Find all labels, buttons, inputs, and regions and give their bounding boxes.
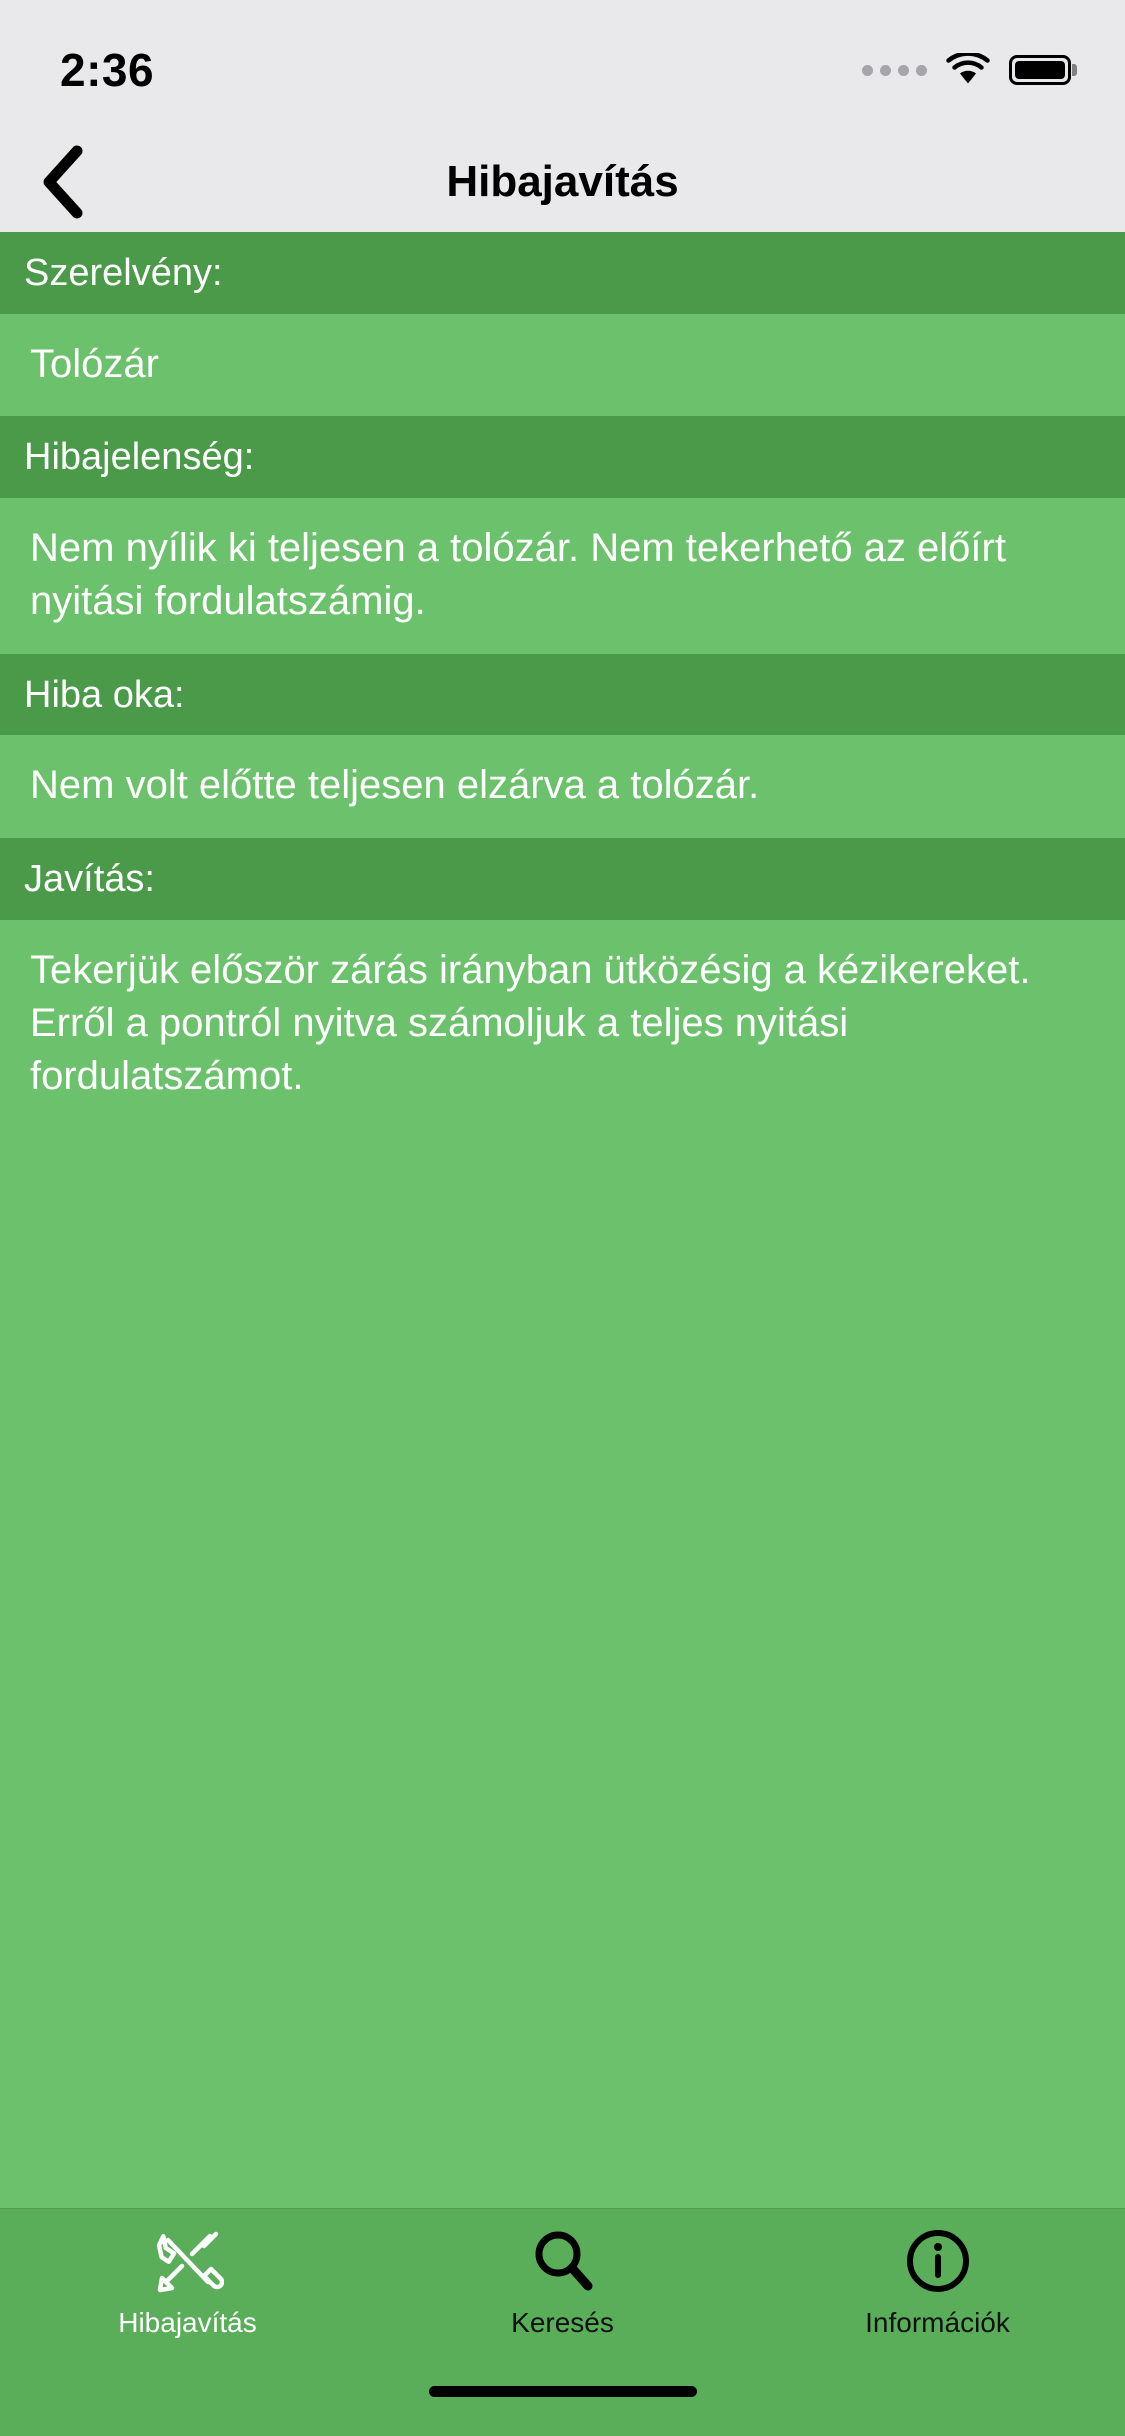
chevron-left-icon — [39, 143, 87, 221]
detail-content — [0, 232, 1125, 2208]
section-header-szerelveny: Szerelvény: — [0, 232, 1125, 314]
section-body-javitas: Tekerjük először zárás irányban ütközésig a kézikereket. Erről a pontról nyitva számoljuk a teljes nyitási fordulatszámot. — [0, 920, 1125, 1128]
section-header-javitas: Javítás: — [0, 838, 1125, 920]
tab-label-kereses: Keresés — [511, 2307, 614, 2338]
status-time: 2:36 — [60, 44, 155, 96]
back-button[interactable] — [18, 137, 108, 227]
tab-informaciok[interactable] — [750, 2227, 1125, 2339]
info-circle-icon — [902, 2227, 974, 2295]
section-body-hiba-oka: Nem volt előtte teljesen elzárva a tolózár. — [0, 735, 1125, 838]
status-indicators — [862, 45, 1071, 87]
battery-full-icon — [1009, 55, 1071, 85]
search-icon — [527, 2227, 599, 2295]
home-indicator-area — [0, 2380, 1125, 2436]
tab-label-hibajavitas: Hibajavítás — [118, 2307, 257, 2338]
section-body-szerelveny: Tolózár — [0, 314, 1125, 417]
wifi-icon — [945, 53, 991, 87]
tools-icon — [152, 2227, 224, 2295]
home-indicator[interactable] — [429, 2386, 697, 2397]
signal-dots-icon — [862, 65, 927, 76]
section-header-hiba-oka: Hiba oka: — [0, 654, 1125, 736]
navigation-bar — [0, 132, 1125, 232]
tab-bar — [0, 2208, 1125, 2380]
status-bar — [0, 0, 1125, 132]
page-title: Hibajavítás — [446, 157, 679, 206]
tab-hibajavitas[interactable] — [0, 2227, 375, 2339]
tab-kereses[interactable] — [375, 2227, 750, 2339]
section-header-hibajelenseg: Hibajelenség: — [0, 416, 1125, 498]
tab-label-informaciok: Információk — [865, 2307, 1010, 2338]
section-body-hibajelenseg: Nem nyílik ki teljesen a tolózár. Nem tekerhető az előírt nyitási fordulatszámig. — [0, 498, 1125, 654]
